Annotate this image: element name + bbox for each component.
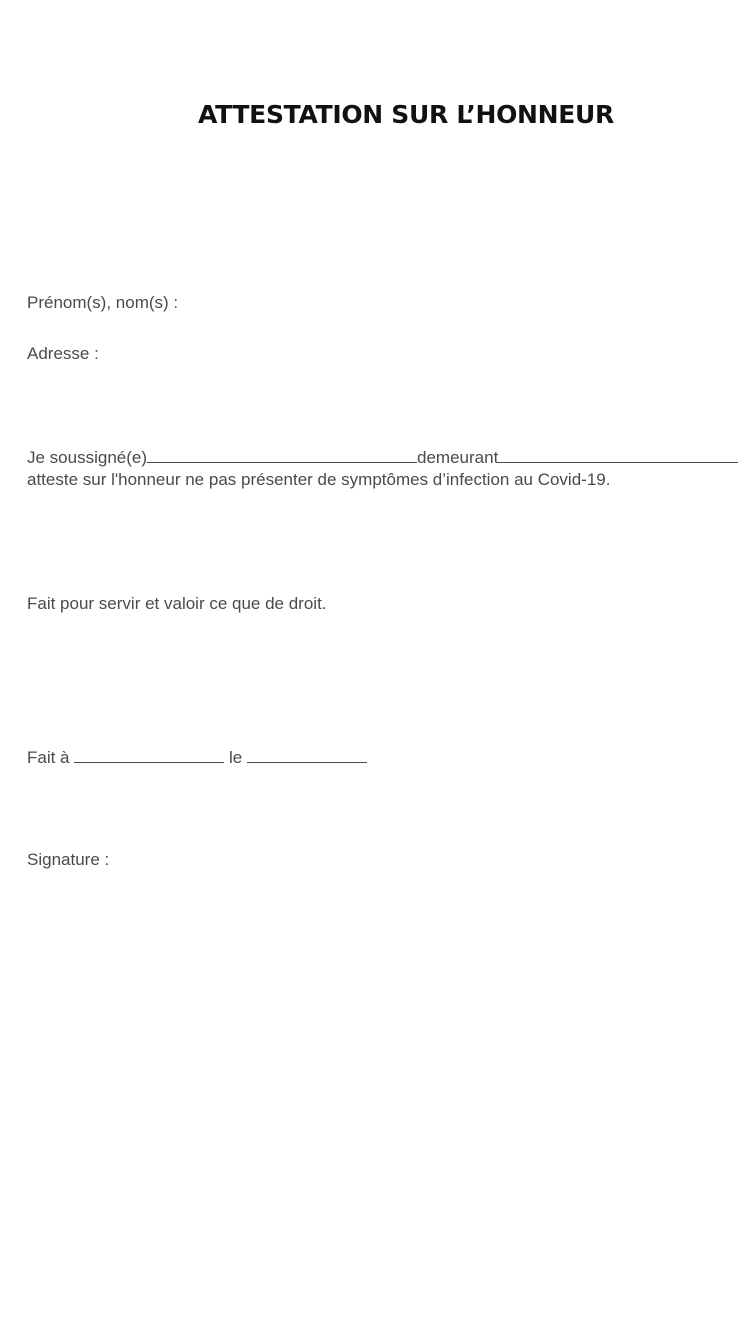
statement-line-2: atteste sur l'honneur ne pas présenter de symptômes d’infection au Covid-19. bbox=[27, 470, 611, 489]
address-label: Adresse : bbox=[27, 344, 99, 363]
closing-text: Fait pour servir et valoir ce que de droit. bbox=[27, 594, 327, 613]
date-blank-line bbox=[247, 748, 367, 763]
document-title: ATTESTATION SUR L’HONNEUR bbox=[197, 100, 614, 129]
statement-prefix: Je soussigné(e) bbox=[27, 448, 148, 467]
statement-middle: demeurant bbox=[417, 448, 499, 467]
name-blank-line bbox=[147, 448, 417, 463]
signature-label: Signature : bbox=[27, 850, 110, 869]
address-blank-line bbox=[498, 448, 738, 463]
place-label: Fait à bbox=[27, 748, 70, 767]
date-label: le bbox=[229, 748, 243, 767]
statement-line-1 bbox=[27, 448, 738, 468]
place-date-line bbox=[27, 748, 367, 768]
name-label: Prénom(s), nom(s) : bbox=[27, 293, 179, 312]
place-blank-line bbox=[74, 748, 224, 763]
